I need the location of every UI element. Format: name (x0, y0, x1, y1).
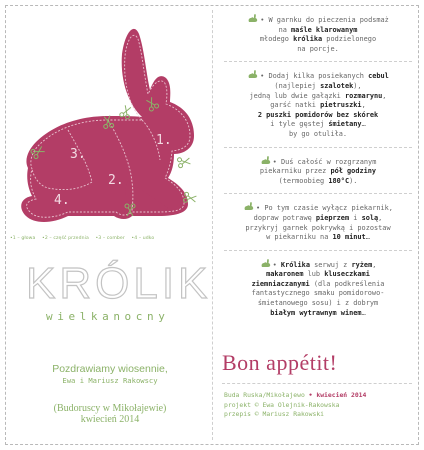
step-text: by go otuliła. (288, 129, 348, 138)
bunny-icon (247, 70, 258, 79)
step-text: Po tym czasie wyłącz piekarnik, (264, 204, 393, 213)
region-label-4: 4. (54, 193, 70, 208)
step-text: , (378, 213, 383, 222)
ingredient-highlight: maśle klarowanym (291, 25, 358, 34)
ingredient-highlight: makaronem (266, 270, 304, 279)
recipe-step: • Po tym czasie wyłącz piekarnik, dopraw potrawę pieprzem i solą, przykryj garnek pokrywką i pozostaw w piekarniku na 10 minut… (220, 202, 416, 242)
step-separator (224, 193, 412, 194)
ingredient-highlight: solą (361, 213, 379, 222)
bon-separator (222, 383, 412, 384)
scissors-icon (177, 156, 191, 168)
legend-item: •3 – comber (95, 236, 125, 241)
ingredient-highlight: Królika (280, 260, 310, 269)
logo-subtitle: wielkanocny (46, 310, 170, 323)
rabbit-svg (8, 12, 208, 232)
credits (224, 391, 416, 420)
step-text: i (349, 213, 362, 222)
step-text: podzielonego (322, 35, 377, 44)
greeting-main: Pozdrawiamy wiosennie, (52, 363, 168, 375)
legend-item: •1 – głowa (10, 236, 36, 241)
step-text: lub (303, 270, 325, 279)
bunny-icon (260, 156, 271, 165)
bunny-icon (243, 202, 254, 211)
region-label-2: 2. (108, 173, 124, 188)
step-text: , (372, 260, 377, 269)
step-text: ), (353, 81, 362, 90)
credits-place: Buda Ruska/Mikołajewo (224, 391, 305, 399)
step-text: śmietanowego sosu) i z dobrym (257, 299, 379, 308)
logo-title: KRÓLIK (26, 259, 212, 308)
credits-recipe: przepis © Mariusz Rakowski (224, 410, 325, 418)
recipe-step: • W garnku do pieczenia podsmaż na maśle klarowanym młodego królika podzielonego na porcje. (220, 14, 416, 54)
step-text: jedną lub dwie gałązki (249, 91, 345, 100)
step-text: serwuj z (309, 260, 352, 269)
credits-design: projekt © Ewa Olejnik-Rakowska (224, 400, 340, 409)
ingredient-highlight: ziemniaczanymi (251, 279, 310, 288)
ingredient-highlight: królika (293, 35, 323, 44)
column-divider (212, 10, 213, 440)
ingredient-highlight: kluseczkami (324, 270, 370, 279)
step-text: piekarniku przez (259, 167, 331, 176)
bunny-icon (260, 259, 271, 268)
legend-item: •2 – część przednia (42, 236, 89, 241)
step-text: … (361, 120, 366, 129)
step-text: dopraw potrawę (253, 213, 316, 222)
step-text: (najlepiej (274, 81, 321, 90)
place-date (10, 403, 210, 425)
step-text: na (278, 25, 292, 34)
cuts-legend (10, 236, 208, 241)
ingredient-highlight: 180°C (328, 176, 350, 185)
ingredient-highlight: ryżem (351, 260, 373, 269)
step-text: garść natki (270, 101, 321, 110)
step-text: W garnku do pieczenia podsmaż (268, 16, 389, 24)
recipe-step: • Duś całość w rozgrzanym piekarniku przez pół godziny (termoobieg 180°C). (259, 157, 377, 185)
ingredient-highlight: 2 puszki pomidorów bez skórek (257, 110, 379, 119)
step-text: w piekarniku na (266, 233, 333, 242)
greeting-names: Ewa i Mariusz Rakowscy (62, 376, 158, 385)
step-text: na porcje. (297, 44, 339, 53)
step-text: (dla podkreślenia (309, 279, 385, 288)
legend-item: •4 – udko (131, 236, 155, 241)
krolik-logo (14, 259, 212, 337)
step-text: przykryj garnek pokrywką i pozostaw (245, 223, 391, 232)
rabbit-illustration (8, 12, 208, 232)
date-line: kwiecień 2014 (80, 414, 140, 425)
ingredient-highlight: śmietany (328, 120, 362, 129)
ingredient-highlight: białym wytrawnym winem (270, 308, 362, 317)
step-separator (224, 61, 412, 62)
step-text: ). (349, 176, 358, 185)
step-text: … (365, 233, 370, 242)
step-text: Duś całość w rozgrzanym (280, 157, 377, 166)
step-text: Dodaj kilka posiekanych (268, 72, 369, 81)
step-text: młodego (259, 35, 294, 44)
step-text: , (382, 91, 387, 100)
place-line: (Budoruscy w Mikołajewie) (53, 403, 167, 414)
greeting (10, 363, 210, 386)
step-separator (224, 147, 412, 148)
step-text: fantastycznego smaku pomidorowo- (251, 289, 385, 298)
region-label-1: 1. (156, 133, 172, 148)
credits-line-1 (224, 391, 416, 401)
ingredient-highlight: pieprzem (315, 213, 350, 222)
recipe-steps (220, 14, 416, 325)
region-label-3: 3. (70, 147, 86, 162)
bunny-icon (247, 14, 258, 23)
step-text: , (361, 101, 366, 110)
recipe-step: • Dodaj kilka posiekanych cebul (najlepiej szalotek), jedną lub dwie gałązki rozmarynu, garść natki pietruszki, 2 puszki pomidorów bez skórek i tyle gęstej śmietany… by go otuliła. (220, 70, 416, 139)
bon-appetit: Bon appétit! (222, 350, 338, 375)
ingredient-highlight: pół godziny (330, 167, 377, 176)
ingredient-highlight: szalotek (320, 81, 354, 90)
step-text: (termoobieg (278, 176, 329, 185)
ingredient-highlight: rozmarynu (344, 91, 383, 100)
credits-date: • kwiecień 2014 (304, 391, 367, 399)
ingredient-highlight: pietruszki (320, 101, 362, 110)
step-text: … (361, 308, 366, 317)
step-text: i tyle gęstej (270, 120, 329, 129)
ingredient-highlight: cebul (368, 72, 389, 81)
step-separator (224, 250, 412, 251)
recipe-step: • Królika serwuj z ryżem, makaronem lub kluseczkami ziemniaczanymi (dla podkreślenia fantastycznego smaku pomidorowo- śmietanowego sosu) i z dobrym białym wytrawnym winem… (251, 260, 385, 317)
ingredient-highlight: 10 minut (332, 233, 366, 242)
